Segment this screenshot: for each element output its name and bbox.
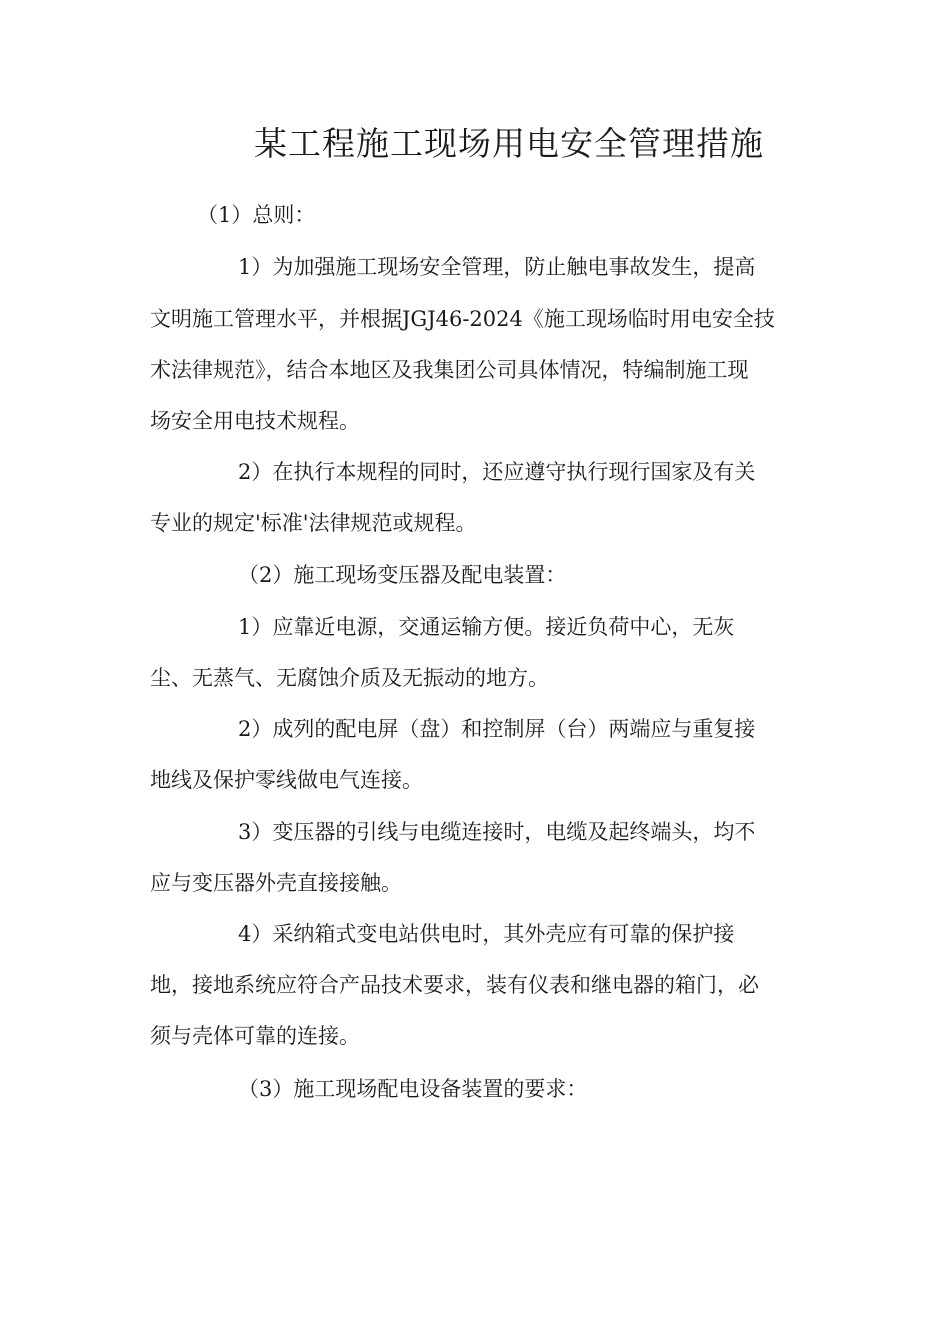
paragraph-line: 场安全用电技术规程。 <box>150 409 360 433</box>
paragraph-line: 2）成列的配电屏（盘）和控制屏（台）两端应与重复接 <box>238 717 756 741</box>
section-heading-transformer: （2）施工现场变压器及配电装置： <box>238 563 567 587</box>
paragraph-line: 地，接地系统应符合产品技术要求，装有仪表和继电器的箱门，必 <box>150 973 759 997</box>
paragraph-line: 须与壳体可靠的连接。 <box>150 1024 360 1048</box>
paragraph-line: 专业的规定'标准'法律规范或规程。 <box>150 511 477 535</box>
paragraph-line: 1）为加强施工现场安全管理，防止触电事故发生，提高 <box>238 255 756 279</box>
document-title: 某工程施工现场用电安全管理措施 <box>254 124 764 163</box>
paragraph-line: 1）应靠近电源，交通运输方便。接近负荷中心，无灰 <box>238 615 735 639</box>
paragraph-line: 术法律规范》，结合本地区及我集团公司具体情况，特编制施工现 <box>150 358 749 382</box>
paragraph-line: 文明施工管理水平，并根据JGJ46-2024《施工现场临时用电安全技 <box>150 307 775 331</box>
section-heading-general: （1）总则： <box>197 203 316 227</box>
section-heading-equipment: （3）施工现场配电设备装置的要求： <box>238 1077 588 1101</box>
paragraph-line: 尘、无蒸气、无腐蚀介质及无振动的地方。 <box>150 666 549 690</box>
paragraph-line: 2）在执行本规程的同时，还应遵守执行现行国家及有关 <box>238 460 756 484</box>
paragraph-line: 4）采纳箱式变电站供电时，其外壳应有可靠的保护接 <box>238 922 735 946</box>
paragraph-line: 地线及保护零线做电气连接。 <box>150 768 423 792</box>
paragraph-line: 3）变压器的引线与电缆连接时，电缆及起终端头，均不 <box>238 820 756 844</box>
paragraph-line: 应与变压器外壳直接接触。 <box>150 871 402 895</box>
